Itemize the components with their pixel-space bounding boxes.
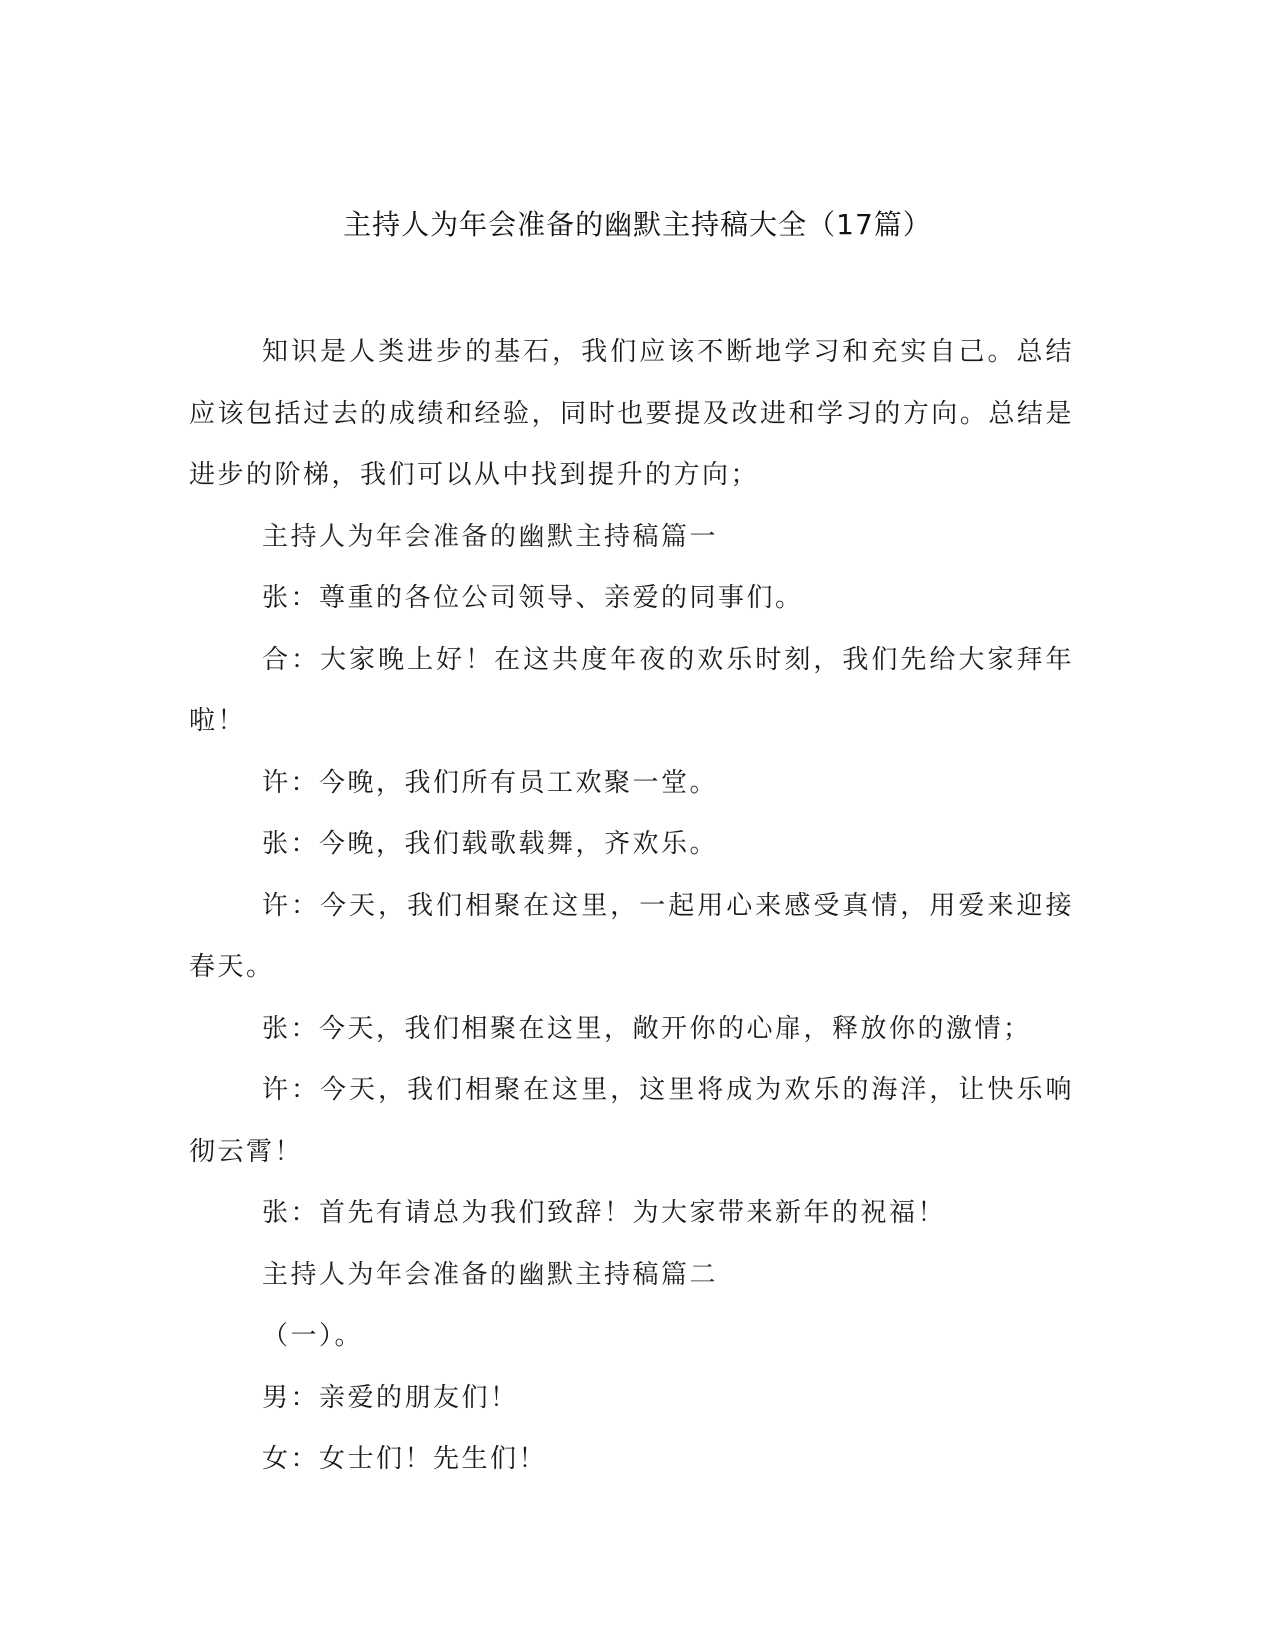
- dialogue-line: 男：亲爱的朋友们！: [262, 1382, 519, 1413]
- dialogue-line: 张：今晚，我们载歌载舞，齐欢乐。: [262, 829, 719, 859]
- dialogue-line: 许：今晚，我们所有员工欢聚一堂。: [262, 767, 719, 798]
- section-heading-1: 主持人为年会准备的幽默主持稿篇一: [262, 521, 719, 552]
- dialogue-line: 张：今天，我们相聚在这里，敞开你的心扉，释放你的激情；: [262, 1013, 1032, 1044]
- dialogue-line: 张：尊重的各位公司领导、亲爱的同事们。: [262, 583, 804, 613]
- section-heading-2: 主持人为年会准备的幽默主持稿篇二: [262, 1259, 719, 1290]
- dialogue-line: 女：女士们！先生们！: [262, 1444, 548, 1474]
- document-title: 主持人为年会准备的幽默主持稿大全（17篇）: [343, 208, 932, 241]
- dialogue-line: 合：大家晚上好！在这共度年夜的欢乐时刻，我们先给大家拜年啦！: [189, 644, 1074, 736]
- dialogue-line: 许：今天，我们相聚在这里，这里将成为欢乐的海洋，让快乐响彻云霄！: [189, 1075, 1074, 1167]
- subsection-marker: （一）。: [262, 1321, 364, 1351]
- dialogue-line: 张：首先有请总为我们致辞！为大家带来新年的祝福！: [262, 1198, 947, 1228]
- dialogue-line: 许：今天，我们相聚在这里，一起用心来感受真情，用爱来迎接春天。: [189, 890, 1074, 982]
- intro-paragraph: 知识是人类进步的基石，我们应该不断地学习和充实自己。总结应该包括过去的成绩和经验，同时也要提及改进和学习的方向。总结是进步的阶梯，我们可以从中找到提升的方向；: [189, 337, 1074, 490]
- document-body: [189, 322, 1074, 1491]
